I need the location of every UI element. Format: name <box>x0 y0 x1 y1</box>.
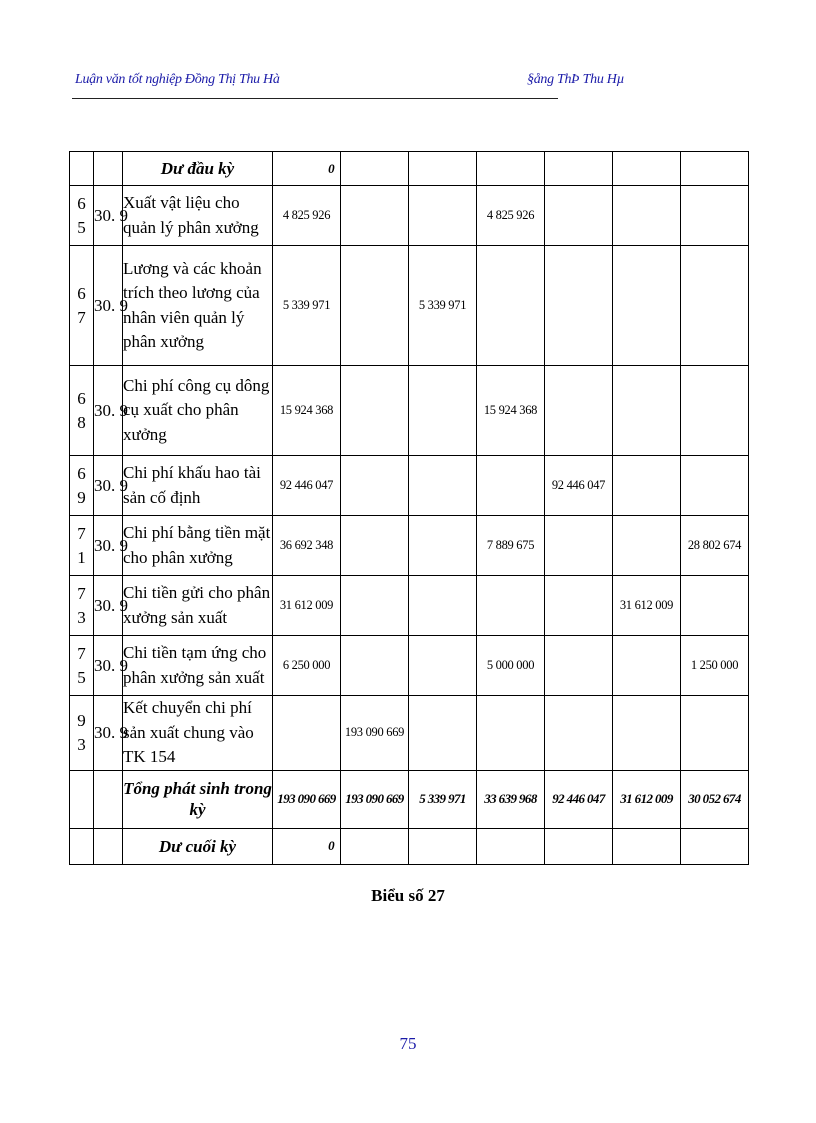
empty-cell <box>613 152 681 186</box>
voucher-number-digit: 3 <box>77 607 86 627</box>
amount-c5 <box>613 366 681 456</box>
amount-c1 <box>341 456 409 516</box>
voucher-number-digit: 9 <box>77 710 86 730</box>
empty-cell <box>545 828 613 864</box>
totals-row <box>70 770 749 828</box>
voucher-date: 30. 9 <box>94 456 123 516</box>
empty-cell <box>70 828 94 864</box>
voucher-number <box>70 636 94 696</box>
voucher-date: 30. 9 <box>94 366 123 456</box>
amount-c3: 15 924 368 <box>477 366 545 456</box>
description: Chi phí bằng tiền mặt cho phân xưởng <box>123 516 273 576</box>
voucher-number <box>70 696 94 771</box>
amount-c4 <box>545 696 613 771</box>
ledger-row <box>70 516 749 576</box>
description: Lương và các khoản trích theo lương của nhân viên quản lý phân xưởng <box>123 246 273 366</box>
amount-total: 36 692 348 <box>273 516 341 576</box>
totals-amount: 31 612 009 <box>613 770 681 828</box>
voucher-number-digit: 6 <box>77 388 86 408</box>
header-author: Luận văn tốt nghiệp Đồng Thị Thu Hà <box>75 72 280 87</box>
voucher-number <box>70 186 94 246</box>
amount-c6 <box>681 186 749 246</box>
amount-c5 <box>613 516 681 576</box>
empty-cell <box>94 828 123 864</box>
description: Kết chuyển chi phí sản xuất chung vào TK 154 <box>123 696 273 771</box>
amount-c1 <box>341 186 409 246</box>
amount-c2 <box>409 366 477 456</box>
totals-label: Tổng phát sinh trong kỳ <box>123 770 273 828</box>
ledger-row <box>70 186 749 246</box>
amount-c2 <box>409 696 477 771</box>
empty-cell <box>613 828 681 864</box>
voucher-number <box>70 576 94 636</box>
amount-c6 <box>681 576 749 636</box>
description: Chi phí khấu hao tài sản cố định <box>123 456 273 516</box>
totals-amount: 92 446 047 <box>545 770 613 828</box>
totals-amount: 193 090 669 <box>273 770 341 828</box>
amount-total: 31 612 009 <box>273 576 341 636</box>
voucher-date: 30. 9 <box>94 186 123 246</box>
amount-c3: 7 889 675 <box>477 516 545 576</box>
amount-c4 <box>545 186 613 246</box>
amount-c3 <box>477 576 545 636</box>
empty-cell <box>545 152 613 186</box>
amount-total: 4 825 926 <box>273 186 341 246</box>
amount-c2 <box>409 186 477 246</box>
amount-c1: 193 090 669 <box>341 696 409 771</box>
amount-c3 <box>477 246 545 366</box>
empty-cell <box>70 152 94 186</box>
header-rule <box>72 98 558 99</box>
amount-c3 <box>477 456 545 516</box>
amount-c6: 28 802 674 <box>681 516 749 576</box>
voucher-number-digit: 7 <box>77 523 86 543</box>
amount-c6 <box>681 696 749 771</box>
amount-c5 <box>613 696 681 771</box>
description: Xuất vật liệu cho quản lý phân xưởng <box>123 186 273 246</box>
empty-cell <box>409 152 477 186</box>
voucher-number-digit: 7 <box>77 583 86 603</box>
totals-amount: 30 052 674 <box>681 770 749 828</box>
voucher-number-digit: 9 <box>77 487 86 507</box>
closing-balance-row <box>70 828 749 864</box>
amount-total <box>273 696 341 771</box>
voucher-date: 30. 9 <box>94 636 123 696</box>
amount-c4 <box>545 576 613 636</box>
amount-c5 <box>613 186 681 246</box>
amount-c6: 1 250 000 <box>681 636 749 696</box>
amount-total: 15 924 368 <box>273 366 341 456</box>
voucher-number <box>70 246 94 366</box>
voucher-number <box>70 366 94 456</box>
amount-c5 <box>613 456 681 516</box>
amount-c5 <box>613 636 681 696</box>
voucher-number-digit: 5 <box>77 667 86 687</box>
amount-c6 <box>681 366 749 456</box>
amount-c6 <box>681 456 749 516</box>
empty-cell <box>681 828 749 864</box>
description: Chi tiền gửi cho phân xưởng sản xuất <box>123 576 273 636</box>
voucher-number-digit: 8 <box>77 412 86 432</box>
ledger-table <box>69 151 749 865</box>
voucher-date: 30. 9 <box>94 246 123 366</box>
voucher-number-digit: 6 <box>77 193 86 213</box>
amount-total: 92 446 047 <box>273 456 341 516</box>
voucher-number-digit: 1 <box>77 547 86 567</box>
totals-amount: 193 090 669 <box>341 770 409 828</box>
voucher-date: 30. 9 <box>94 516 123 576</box>
amount-c4 <box>545 516 613 576</box>
amount-c4 <box>545 636 613 696</box>
empty-cell <box>477 152 545 186</box>
totals-amount: 5 339 971 <box>409 770 477 828</box>
opening-balance-row <box>70 152 749 186</box>
amount-total: 5 339 971 <box>273 246 341 366</box>
amount-c5 <box>613 246 681 366</box>
voucher-number-digit: 6 <box>77 283 86 303</box>
figure-caption: Biểu số 27 <box>371 886 445 905</box>
amount-c6 <box>681 246 749 366</box>
empty-cell <box>70 770 94 828</box>
ledger-row <box>70 636 749 696</box>
empty-cell <box>341 152 409 186</box>
amount-c3: 4 825 926 <box>477 186 545 246</box>
amount-c1 <box>341 246 409 366</box>
amount-c4 <box>545 246 613 366</box>
ledger-row <box>70 246 749 366</box>
amount-c2 <box>409 576 477 636</box>
voucher-number-digit: 6 <box>77 463 86 483</box>
ledger-row <box>70 366 749 456</box>
voucher-date: 30. 9 <box>94 576 123 636</box>
voucher-number-digit: 3 <box>77 734 86 754</box>
amount-c5: 31 612 009 <box>613 576 681 636</box>
amount-c1 <box>341 636 409 696</box>
ledger-row <box>70 696 749 771</box>
totals-amount: 33 639 968 <box>477 770 545 828</box>
header-author-encoded: §ång ThÞ Thu Hµ <box>527 72 625 87</box>
amount-c1 <box>341 516 409 576</box>
amount-c2 <box>409 516 477 576</box>
amount-c3 <box>477 696 545 771</box>
amount-c4: 92 446 047 <box>545 456 613 516</box>
amount-c1 <box>341 366 409 456</box>
amount-c4 <box>545 366 613 456</box>
empty-cell <box>94 770 123 828</box>
description: Chi tiền tạm ứng cho phân xưởng sản xuất <box>123 636 273 696</box>
amount-c2 <box>409 456 477 516</box>
opening-balance-value: 0 <box>273 152 341 186</box>
empty-cell <box>409 828 477 864</box>
opening-balance-label: Dư đầu kỳ <box>123 152 273 186</box>
voucher-date: 30. 9 <box>94 696 123 771</box>
page-number: 75 <box>399 1034 417 1053</box>
ledger-row <box>70 456 749 516</box>
voucher-number-digit: 7 <box>77 643 86 663</box>
description: Chi phí công cụ dông cụ xuất cho phân xưởng <box>123 366 273 456</box>
voucher-number-digit: 7 <box>77 307 86 327</box>
closing-balance-value: 0 <box>273 828 341 864</box>
voucher-number <box>70 456 94 516</box>
closing-balance-label: Dư cuối kỳ <box>123 828 273 864</box>
amount-c2: 5 339 971 <box>409 246 477 366</box>
amount-c3: 5 000 000 <box>477 636 545 696</box>
empty-cell <box>94 152 123 186</box>
empty-cell <box>341 828 409 864</box>
voucher-number-digit: 5 <box>77 217 86 237</box>
amount-c1 <box>341 576 409 636</box>
voucher-number <box>70 516 94 576</box>
empty-cell <box>681 152 749 186</box>
empty-cell <box>477 828 545 864</box>
amount-c2 <box>409 636 477 696</box>
amount-total: 6 250 000 <box>273 636 341 696</box>
ledger-row <box>70 576 749 636</box>
